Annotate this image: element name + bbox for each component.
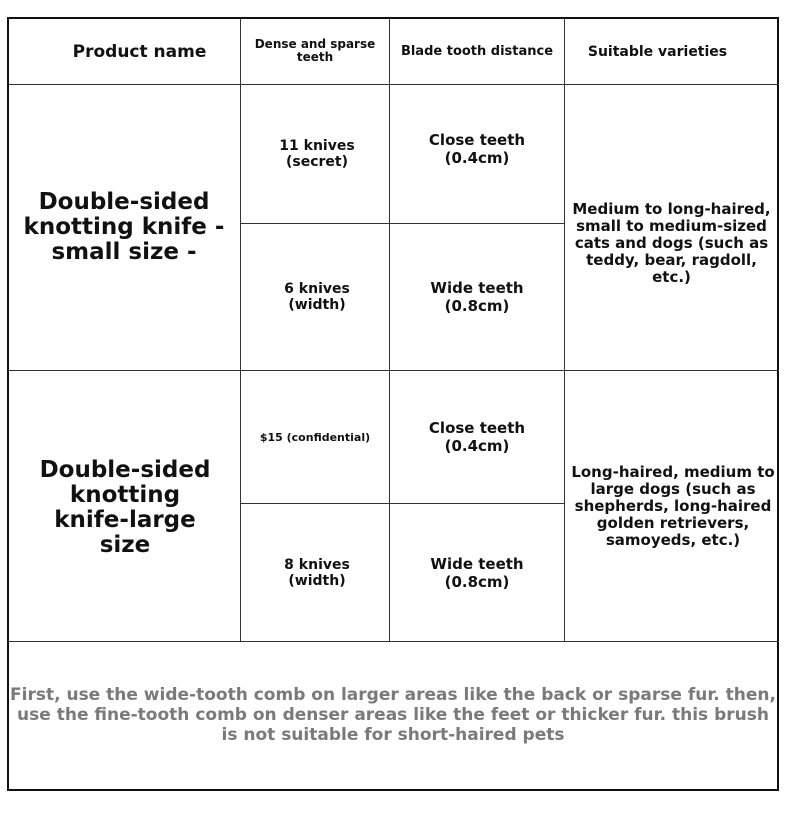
product-small-size: Double-sided knotting knife - small size -: [23, 189, 225, 265]
teeth-option: 8 knives (width): [284, 556, 350, 589]
tooth-distance: Close teeth (0.4cm): [428, 130, 526, 167]
teeth-option: 11 knives (secret): [279, 138, 355, 170]
header-dense-sparse: Dense and sparse teeth: [254, 36, 376, 64]
usage-note: First, use the wide-tooth comb on larger areas like the back or sparse fur. then, use the fine-tooth comb on denser areas like the feet or thicker fur. this brush is not suitable for short-haired pets: [10, 685, 776, 745]
tooth-distance: Wide teeth (0.8cm): [430, 279, 524, 315]
teeth-option: 6 knives (width): [284, 281, 350, 313]
tooth-distance: Close teeth (0.4cm): [428, 419, 526, 455]
suitable-varieties: Long-haired, medium to large dogs (such as shepherds, long-haired golden retrievers, samoyeds, etc.): [571, 462, 775, 549]
tooth-distance: Wide teeth (0.8cm): [430, 554, 524, 591]
header-product-name: Product name: [72, 41, 207, 62]
table-bottom-divider: [9, 641, 779, 642]
column-divider-1: [240, 19, 241, 641]
header-tooth-distance: Blade tooth distance: [400, 44, 554, 59]
header-varieties: Suitable varieties: [587, 43, 728, 60]
product-large-size: Double-sided knotting knife-large size: [39, 457, 211, 558]
teeth-option: $15 (confidential): [259, 430, 371, 444]
suitable-varieties: Medium to long-haired, small to medium-sized cats and dogs (such as teddy, bear, ragdoll, etc.): [572, 199, 771, 286]
